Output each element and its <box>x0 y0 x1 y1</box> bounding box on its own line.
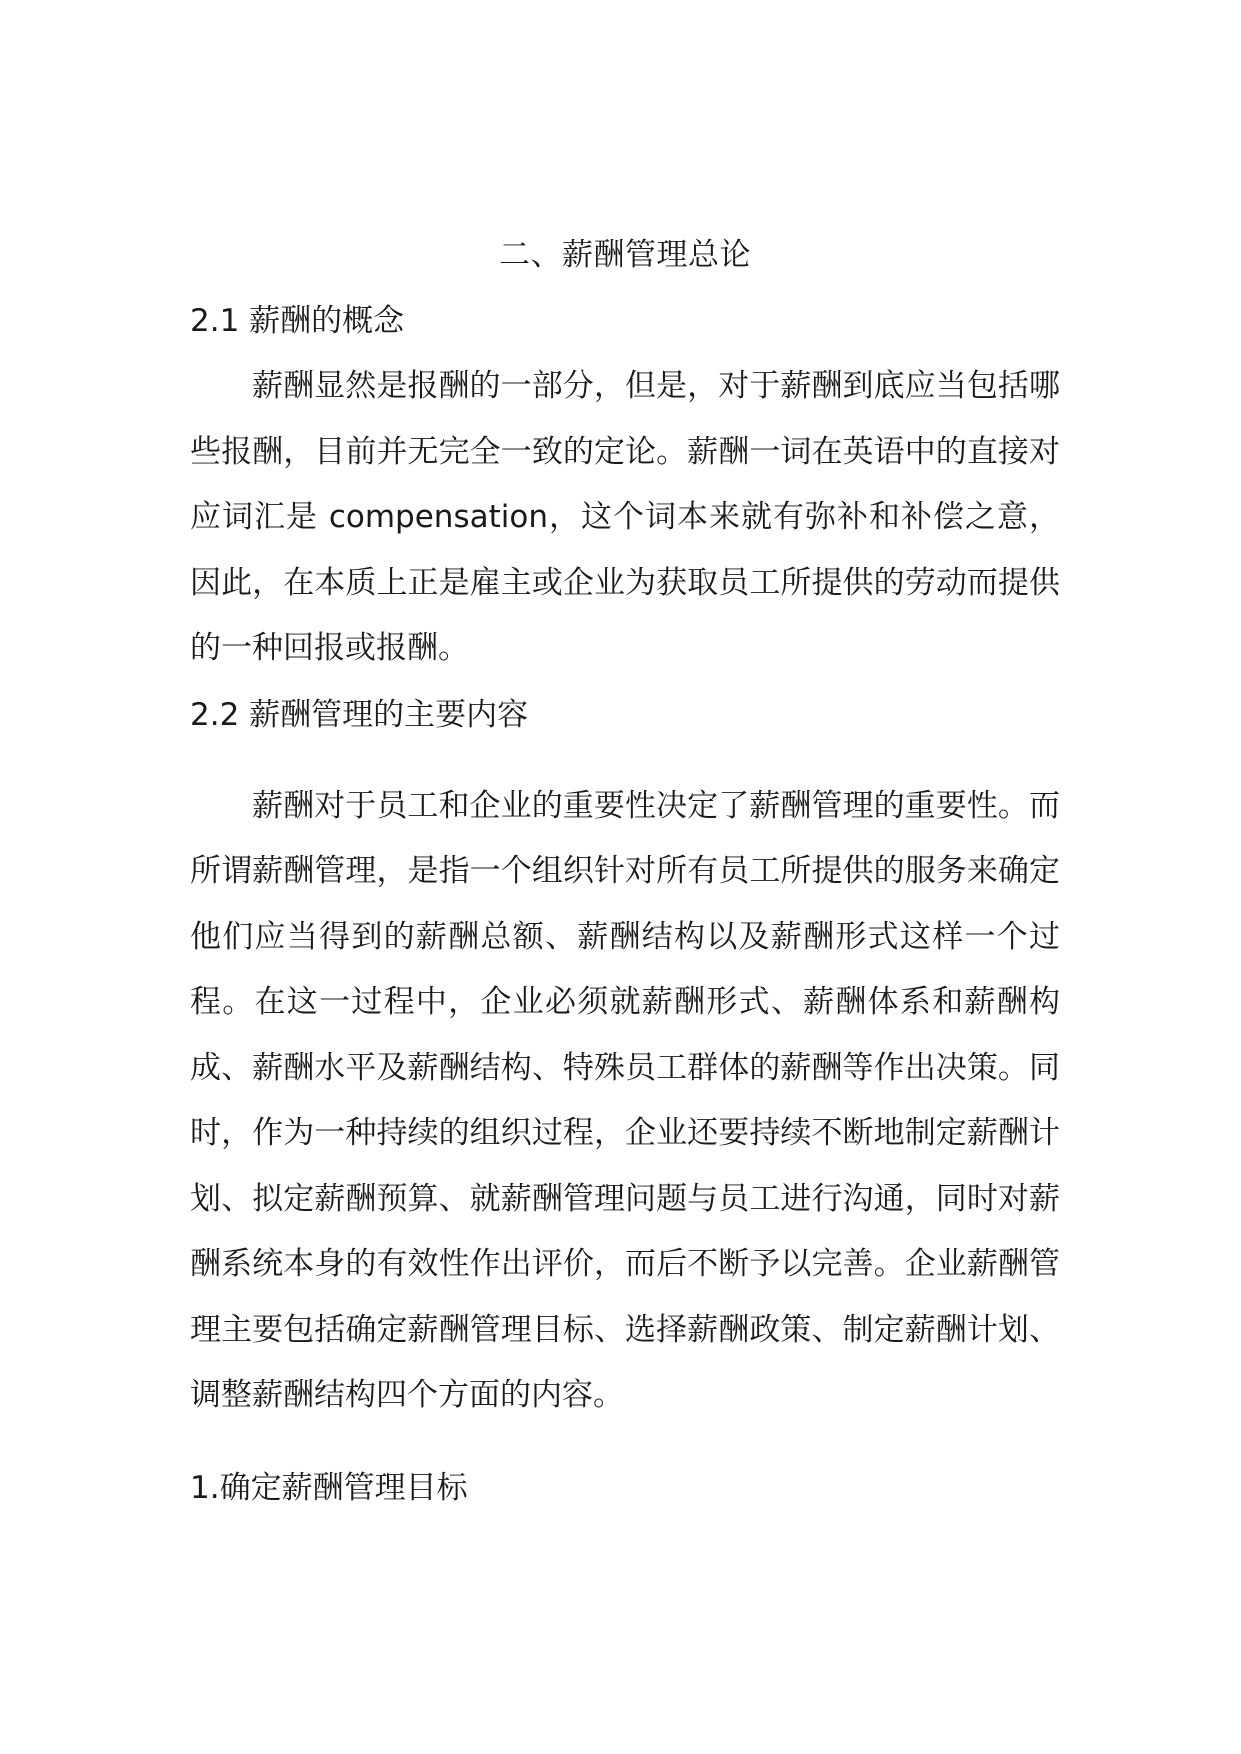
sub-heading-1: 1.确定薪酬管理目标 <box>190 1469 468 1506</box>
section-heading-2-2: 2.2 薪酬管理的主要内容 <box>190 696 529 733</box>
chapter-title: 二、薪酬管理总论 <box>499 237 751 273</box>
document-body <box>190 222 1060 1521</box>
section-heading-2-1: 2.1 薪酬的概念 <box>190 303 405 339</box>
spacer <box>190 1429 1060 1455</box>
spacer <box>190 748 1060 774</box>
paragraph-compensation-management: 薪酬对于员工和企业的重要性决定了薪酬管理的重要性。而所谓薪酬管理，是指一个组织针对所有员工所提供的服务来确定他们应当得到的薪酬总额、薪酬结构以及薪酬形式这样一个过程。在这一过程中，企业必须就薪酬形式、薪酬体系和薪酬构成、薪酬水平及薪酬结构、特殊员工群体的薪酬等作出决策。同时，作为一种持续的组织过程，企业还要持续不断地制定薪酬计划、拟定薪酬预算、就薪酬管理问题与员工进行沟通，同时对薪酬系统本身的有效性作出评价，而后不断予以完善。企业薪酬管理主要包括确定薪酬管理目标、选择薪酬政策、制定薪酬计划、调整薪酬结构四个方面的内容。 <box>190 787 1060 1413</box>
paragraph-compensation-concept: 薪酬显然是报酬的一部分，但是，对于薪酬到底应当包括哪些报酬，目前并无完全一致的定论。薪酬一词在英语中的直接对应词汇是 compensation，这个词本来就有弥补和补偿之意，因此，在本质上正是雇主或企业为获取员工所提供的劳动而提供的一种回报或报酬。 <box>190 368 1060 666</box>
